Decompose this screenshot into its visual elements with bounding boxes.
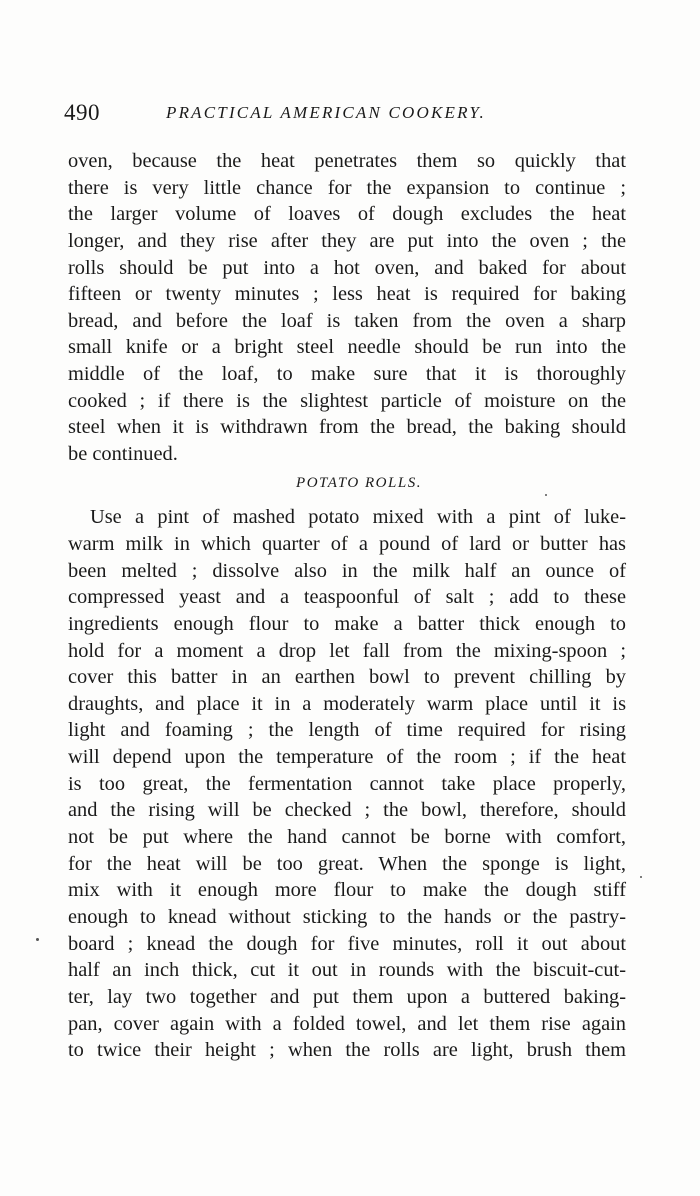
text-line: to twice their height ; when the rolls are light, brush them bbox=[68, 1039, 626, 1062]
text-line: for the heat will be too great. When the sponge is light, bbox=[68, 852, 626, 875]
text-line: is too great, the fermentation cannot take place properly, bbox=[68, 772, 626, 795]
text-line: half an inch thick, cut it out in rounds with the biscuit-cut- bbox=[68, 959, 626, 982]
text-line: Use a pint of mashed potato mixed with a pint of luke- bbox=[90, 506, 626, 529]
text-line: been melted ; dissolve also in the milk half an ounce of bbox=[68, 559, 626, 582]
text-line: cover this batter in an earthen bowl to prevent chilling by bbox=[68, 666, 626, 689]
text-line: ter, lay two together and put them upon a buttered baking- bbox=[68, 985, 626, 1008]
section-heading: POTATO ROLLS. bbox=[296, 474, 422, 491]
text-line: compressed yeast and a teaspoonful of salt ; add to these bbox=[68, 586, 626, 609]
text-line: middle of the loaf, to make sure that it is thoroughly bbox=[68, 363, 626, 386]
text-line: pan, cover again with a folded towel, and let them rise again bbox=[68, 1012, 626, 1035]
text-line: the larger volume of loaves of dough excludes the heat bbox=[68, 203, 626, 226]
text-line: fifteen or twenty minutes ; less heat is required for baking bbox=[68, 283, 626, 306]
text-line: rolls should be put into a hot oven, and baked for about bbox=[68, 256, 626, 279]
text-line: warm milk in which quarter of a pound of lard or butter has bbox=[68, 532, 626, 555]
print-speck bbox=[36, 938, 39, 941]
page-header bbox=[62, 100, 632, 130]
text-line: be continued. bbox=[68, 443, 178, 466]
text-line: hold for a moment a drop let fall from the mixing-spoon ; bbox=[68, 639, 626, 662]
text-line: steel when it is withdrawn from the bread, the baking should bbox=[68, 416, 626, 439]
paragraph-bread-baking bbox=[68, 148, 626, 468]
text-line: cooked ; if there is the slightest particle of moisture on the bbox=[68, 389, 626, 412]
print-speck bbox=[640, 876, 642, 878]
print-speck bbox=[545, 494, 547, 496]
text-line: oven, because the heat penetrates them so quickly that bbox=[68, 150, 626, 172]
text-line: there is very little chance for the expansion to continue ; bbox=[68, 176, 626, 199]
running-title: PRACTICAL AMERICAN COOKERY. bbox=[166, 103, 486, 122]
text-line: not be put where the hand cannot be borne with comfort, bbox=[68, 826, 626, 849]
text-line: longer, and they rise after they are put into the oven ; the bbox=[68, 229, 626, 252]
text-line: small knife or a bright steel needle should be run into the bbox=[68, 336, 626, 359]
paragraph-potato-rolls bbox=[68, 504, 626, 1063]
text-line: light and foaming ; the length of time required for rising bbox=[68, 719, 626, 742]
text-line: and the rising will be checked ; the bowl, therefore, should bbox=[68, 799, 626, 822]
text-line: draughts, and place it in a moderately warm place until it is bbox=[68, 692, 626, 715]
text-line: enough to knead without sticking to the hands or the pastry- bbox=[68, 905, 626, 928]
page-number: 490 bbox=[64, 100, 100, 125]
text-line: mix with it enough more flour to make the dough stiff bbox=[68, 879, 626, 902]
text-line: ingredients enough flour to make a batter thick enough to bbox=[68, 612, 626, 635]
text-line: will depend upon the temperature of the room ; if the heat bbox=[68, 746, 626, 769]
body-text bbox=[68, 148, 626, 1064]
text-line: bread, and before the loaf is taken from the oven a sharp bbox=[68, 309, 626, 332]
text-line: board ; knead the dough for five minutes, roll it out about bbox=[68, 932, 626, 955]
